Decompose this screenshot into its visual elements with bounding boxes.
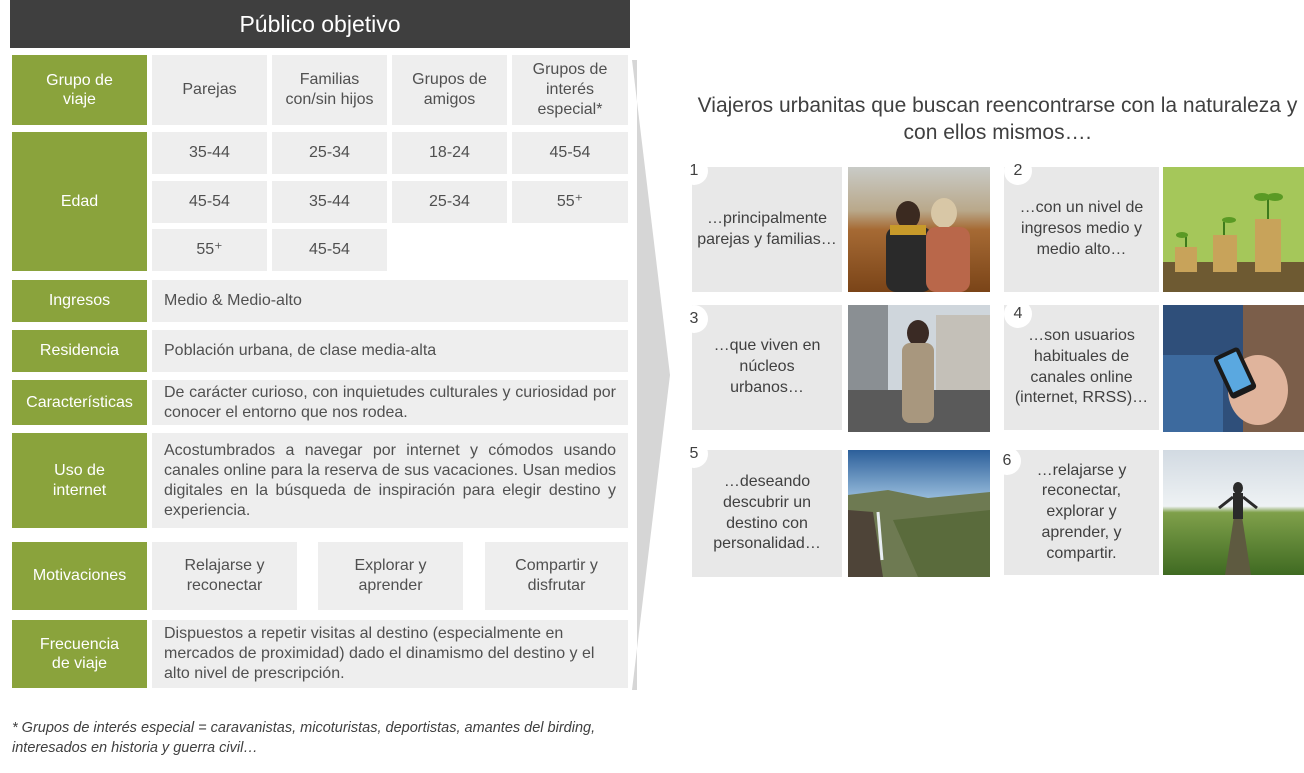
card-1-number: 1 xyxy=(680,157,708,185)
chevron-divider-icon xyxy=(632,60,670,690)
cell-edad: 35-44 xyxy=(152,132,267,174)
cell-grupo-parejas: Parejas xyxy=(152,55,267,125)
card-5-number: 5 xyxy=(680,440,708,468)
target-audience-title: Público objetivo xyxy=(10,0,630,48)
label-uso-internet: Uso de internet xyxy=(12,433,147,528)
coins-plants-photo xyxy=(1163,167,1304,292)
card-2-text: …con un nivel de ingresos medio y medio alto… xyxy=(1004,167,1159,292)
card-3-number: 3 xyxy=(680,305,708,333)
couple-photo xyxy=(848,167,990,292)
value-ingresos: Medio & Medio-alto xyxy=(152,280,628,322)
card-6-text: …relajarse y reconectar, explorar y aprender, y compartir. xyxy=(1004,450,1159,575)
label-caracteristicas: Características xyxy=(12,380,147,425)
value-caracteristicas: De carácter curioso, con inquietudes culturales y curiosidad por conocer el entorno que nos rodea. xyxy=(152,380,628,425)
cell-grupo-familias: Familias con/sin hijos xyxy=(272,55,387,125)
label-edad: Edad xyxy=(12,132,147,271)
cell-edad: 45-54 xyxy=(272,229,387,271)
cell-grupo-interes-especial: Grupos de interés especial* xyxy=(512,55,628,125)
cell-edad: 55⁺ xyxy=(152,229,267,271)
cell-edad: 55⁺ xyxy=(512,181,628,223)
card-1-text: …principalmente parejas y familias… xyxy=(692,167,842,292)
phone-photo xyxy=(1163,305,1304,432)
motivation-explorar: Explorar y aprender xyxy=(318,542,463,610)
cell-edad: 18-24 xyxy=(392,132,507,174)
motivation-relajarse: Relajarse y reconectar xyxy=(152,542,297,610)
cell-edad: 45-54 xyxy=(152,181,267,223)
card-3-text: …que viven en núcleos urbanos… xyxy=(692,305,842,430)
card-6-number: 6 xyxy=(993,447,1021,475)
value-residencia: Población urbana, de clase media-alta xyxy=(152,330,628,372)
card-5-text: …deseando descubrir un destino con personalidad… xyxy=(692,450,842,577)
value-uso-internet: Acostumbrados a navegar por internet y cómodos usando canales online para la reserva de sus vacaciones. Usan medios digitales en la búsqueda de inspiración para elegir destino y experiencia. xyxy=(152,433,628,528)
card-4-text: …son usuarios habituales de canales online (internet, RRSS)… xyxy=(1004,305,1159,430)
label-frecuencia-viaje: Frecuencia de viaje xyxy=(12,620,147,688)
cell-edad: 25-34 xyxy=(272,132,387,174)
city-woman-photo xyxy=(848,305,990,432)
label-residencia: Residencia xyxy=(12,330,147,372)
cell-grupo-amigos: Grupos de amigos xyxy=(392,55,507,125)
cell-edad: 25-34 xyxy=(392,181,507,223)
footnote: * Grupos de interés especial = caravanistas, micoturistas, deportistas, amantes del birding, interesados en historia y guerra civil… xyxy=(12,720,596,757)
label-ingresos: Ingresos xyxy=(12,280,147,322)
card-2-number: 2 xyxy=(1004,157,1032,185)
field-man-photo xyxy=(1163,450,1304,575)
label-motivaciones: Motivaciones xyxy=(12,542,147,610)
label-grupo-viaje: Grupo de viaje xyxy=(12,55,147,125)
canyon-photo xyxy=(848,450,990,577)
card-4-number: 4 xyxy=(1004,300,1032,328)
cell-edad: 45-54 xyxy=(512,132,628,174)
cell-edad: 35-44 xyxy=(272,181,387,223)
headline: Viajeros urbanitas que buscan reencontrarse con la naturaleza y con ellos mismos…. xyxy=(697,94,1298,145)
value-frecuencia-viaje: Dispuestos a repetir visitas al destino (especialmente en mercados de proximidad) dado el dinamismo del destino y el alto nivel de prescripción. xyxy=(152,620,628,688)
motivation-compartir: Compartir y disfrutar xyxy=(485,542,628,610)
